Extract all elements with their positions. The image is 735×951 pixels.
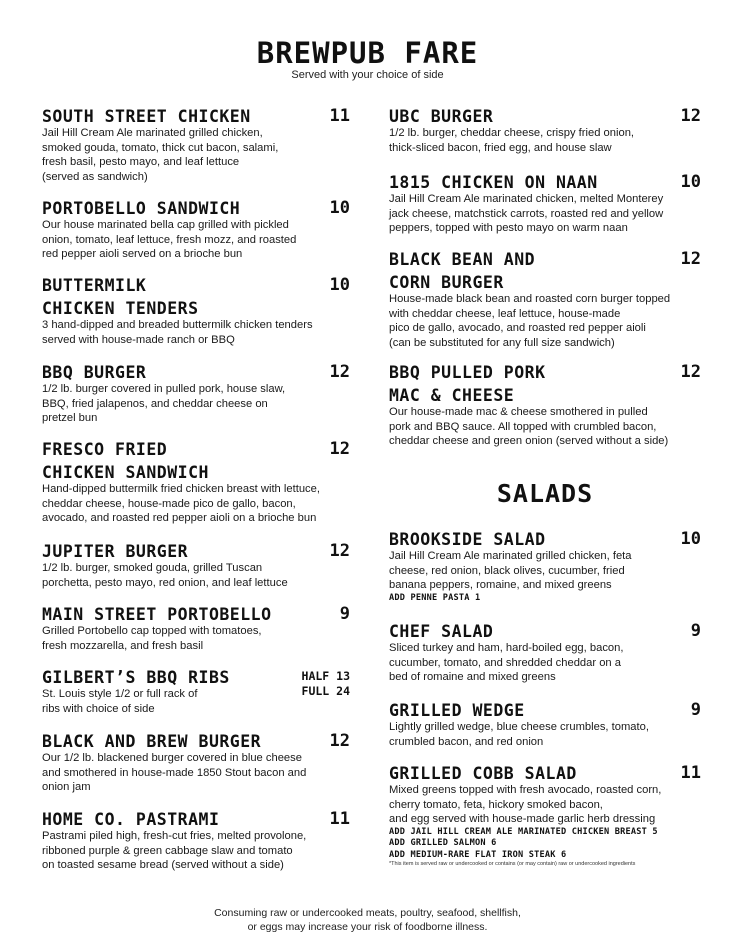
- menu-item-ubc-burger: [389, 105, 701, 155]
- item-price: 12: [680, 362, 701, 382]
- item-description: Jail Hill Cream Ale marinated grilled chicken, feta cheese, red onion, black olives, cucumber, fried banana peppers, romaine, and mixed greens: [389, 550, 632, 591]
- item-description: Mixed greens topped with fresh avocado, roasted corn, cherry tomato, feta, hickory smoked bacon, and egg served with house-made garlic herb dressing: [389, 784, 662, 825]
- item-price: 9: [690, 700, 701, 720]
- item-description: 1/2 lb. burger, smoked gouda, grilled Tuscan porchetta, pesto mayo, red onion, and leaf lettuce: [42, 562, 288, 589]
- menu-item-portobello-sandwich: [42, 197, 350, 262]
- item-price-full: FULL 24: [301, 684, 350, 698]
- item-price: 12: [329, 362, 350, 382]
- item-description: Lightly grilled wedge, blue cheese crumbles, tomato, crumbled bacon, and red onion: [389, 721, 649, 748]
- item-name: BBQ BURGER: [42, 363, 147, 382]
- page-title: BREWPUB FARE: [256, 36, 479, 70]
- item-description: 3 hand-dipped and breaded buttermilk chicken tenders served with house-made ranch or BBQ: [42, 319, 313, 346]
- item-name-line-2: CHICKEN SANDWICH: [42, 463, 209, 482]
- item-name: HOME CO. PASTRAMI: [42, 810, 220, 829]
- item-price: 12: [680, 249, 701, 269]
- item-name: BUTTERMILK: [42, 276, 147, 295]
- item-price: 10: [680, 172, 701, 192]
- item-price: 12: [329, 439, 350, 459]
- item-price: 9: [339, 604, 350, 624]
- item-price: 12: [329, 731, 350, 751]
- menu-item-black-bean-and-corn-burger: [389, 248, 701, 350]
- item-price: 10: [329, 275, 350, 295]
- item-addon: ADD JAIL HILL CREAM ALE MARINATED CHICKEN BREAST 5: [389, 826, 658, 837]
- item-description: Sliced turkey and ham, hard-boiled egg, bacon, cucumber, tomato, and shredded cheddar on a bed of romaine and mixed greens: [389, 642, 624, 683]
- item-name: GRILLED WEDGE: [389, 701, 525, 720]
- item-description: St. Louis style 1/2 or full rack of ribs with choice of side: [42, 688, 198, 715]
- section-title-salads: SALADS: [496, 479, 594, 508]
- menu-item-bbq-pulled-pork-mac-cheese: [389, 361, 701, 449]
- item-name: MAIN STREET PORTOBELLO: [42, 605, 272, 624]
- page-subtitle: Served with your choice of side: [291, 69, 444, 81]
- menu-item-gilberts-bbq-ribs: [42, 666, 350, 716]
- item-name: UBC BURGER: [389, 107, 494, 126]
- item-price: 10: [329, 198, 350, 218]
- item-name: BROOKSIDE SALAD: [389, 530, 546, 549]
- item-description: 1/2 lb. burger, cheddar cheese, crispy fried onion, thick-sliced bacon, fried egg, and house slaw: [389, 127, 635, 154]
- item-name: BLACK BEAN AND: [389, 250, 536, 269]
- item-price: 12: [680, 106, 701, 126]
- menu-item-bbq-burger: [42, 361, 350, 426]
- menu-item-main-street-portobello: [42, 603, 350, 653]
- menu-item-home-co-pastrami: [42, 808, 350, 873]
- menu-item-buttermilk-chicken-tenders: [42, 274, 350, 347]
- item-name-line-2: MAC & CHEESE: [389, 386, 515, 405]
- item-name-line-2: CHICKEN TENDERS: [42, 299, 199, 318]
- item-description: Hand-dipped buttermilk fried chicken breast with lettuce, cheddar cheese, house-made pico de gallo, bacon, avocado, and roasted red pepper aioli on a brioche bun: [42, 483, 320, 524]
- item-description: Jail Hill Cream Ale marinated grilled chicken, smoked gouda, tomato, thick cut bacon, salami, fresh basil, pesto mayo, and leaf lettuce (served as sandwich): [42, 127, 279, 183]
- food-safety-notice: Consuming raw or undercooked meats, poultry, seafood, shellfish, or eggs may increase your risk of foodborne illness.: [214, 907, 521, 933]
- item-price: 12: [329, 541, 350, 561]
- menu-item-brookside-salad: [389, 528, 701, 604]
- item-name-line-2: CORN BURGER: [389, 273, 504, 292]
- item-price: 11: [329, 106, 350, 126]
- item-name: SOUTH STREET CHICKEN: [42, 107, 251, 126]
- menu-item-south-street-chicken: [42, 105, 350, 184]
- item-addon: ADD GRILLED SALMON 6: [389, 838, 497, 848]
- item-addon: ADD MEDIUM-RARE FLAT IRON STEAK 6: [389, 849, 567, 860]
- menu-item-jupiter-burger: [42, 540, 350, 590]
- item-name: GRILLED COBB SALAD: [389, 764, 577, 783]
- menu-item-1815-chicken-on-naan: [389, 171, 701, 236]
- item-price: 9: [690, 621, 701, 641]
- item-description: Our house-made mac & cheese smothered in pulled pork and BBQ sauce. All topped with crumbled bacon, cheddar cheese and green onion (served without a side): [389, 406, 669, 447]
- item-description: Jail Hill Cream Ale marinated chicken, melted Monterey jack cheese, matchstick carrots, roasted red and yellow peppers, topped with pesto mayo on warm naan: [389, 193, 664, 234]
- item-name: GILBERT’S BBQ RIBS: [42, 668, 230, 687]
- item-price: 10: [680, 529, 701, 549]
- menu-item-black-and-brew-burger: [42, 730, 350, 795]
- item-name: PORTOBELLO SANDWICH: [42, 199, 241, 218]
- item-description: Pastrami piled high, fresh-cut fries, melted provolone, ribboned purple & green cabbage slaw and tomato on toasted sesame bread (served without a side): [42, 830, 307, 871]
- item-name: BLACK AND BREW BURGER: [42, 732, 262, 751]
- item-name: CHEF SALAD: [389, 622, 494, 641]
- raw-food-fineprint: *This item is served raw or undercooked or contains (or may contain) raw or undercooked ingredients: [389, 861, 636, 867]
- menu-item-chef-salad: [389, 620, 701, 685]
- item-price-half: HALF 13: [301, 669, 350, 683]
- item-name: BBQ PULLED PORK: [389, 363, 546, 382]
- menu-item-grilled-wedge: [389, 699, 701, 749]
- item-name: FRESCO FRIED: [42, 440, 168, 459]
- item-description: Our house marinated bella cap grilled with pickled onion, tomato, leaf lettuce, fresh mozz, and roasted red pepper aioli served on a brioche bun: [42, 219, 297, 260]
- item-description: 1/2 lb. burger covered in pulled pork, house slaw, BBQ, fried jalapenos, and cheddar cheese on pretzel bun: [42, 383, 286, 424]
- item-description: Our 1/2 lb. blackened burger covered in blue cheese and smothered in house-made 1850 Stout bacon and onion jam: [42, 752, 307, 793]
- item-price: 11: [680, 763, 701, 783]
- item-description: Grilled Portobello cap topped with tomatoes, fresh mozzarella, and fresh basil: [42, 625, 262, 652]
- menu-item-fresco-fried-chicken-sandwich: [42, 438, 350, 526]
- item-name: JUPITER BURGER: [42, 542, 189, 561]
- item-price: 11: [329, 809, 350, 829]
- item-addon: ADD PENNE PASTA 1: [389, 592, 481, 603]
- item-name: 1815 CHICKEN ON NAAN: [389, 173, 598, 192]
- menu-item-grilled-cobb-salad: [389, 762, 701, 868]
- item-description: House-made black bean and roasted corn burger topped with cheddar cheese, leaf lettuce, house-made pico de gallo, avocado, and roasted red pepper aioli (can be substituted for any full size sandwich): [389, 293, 671, 349]
